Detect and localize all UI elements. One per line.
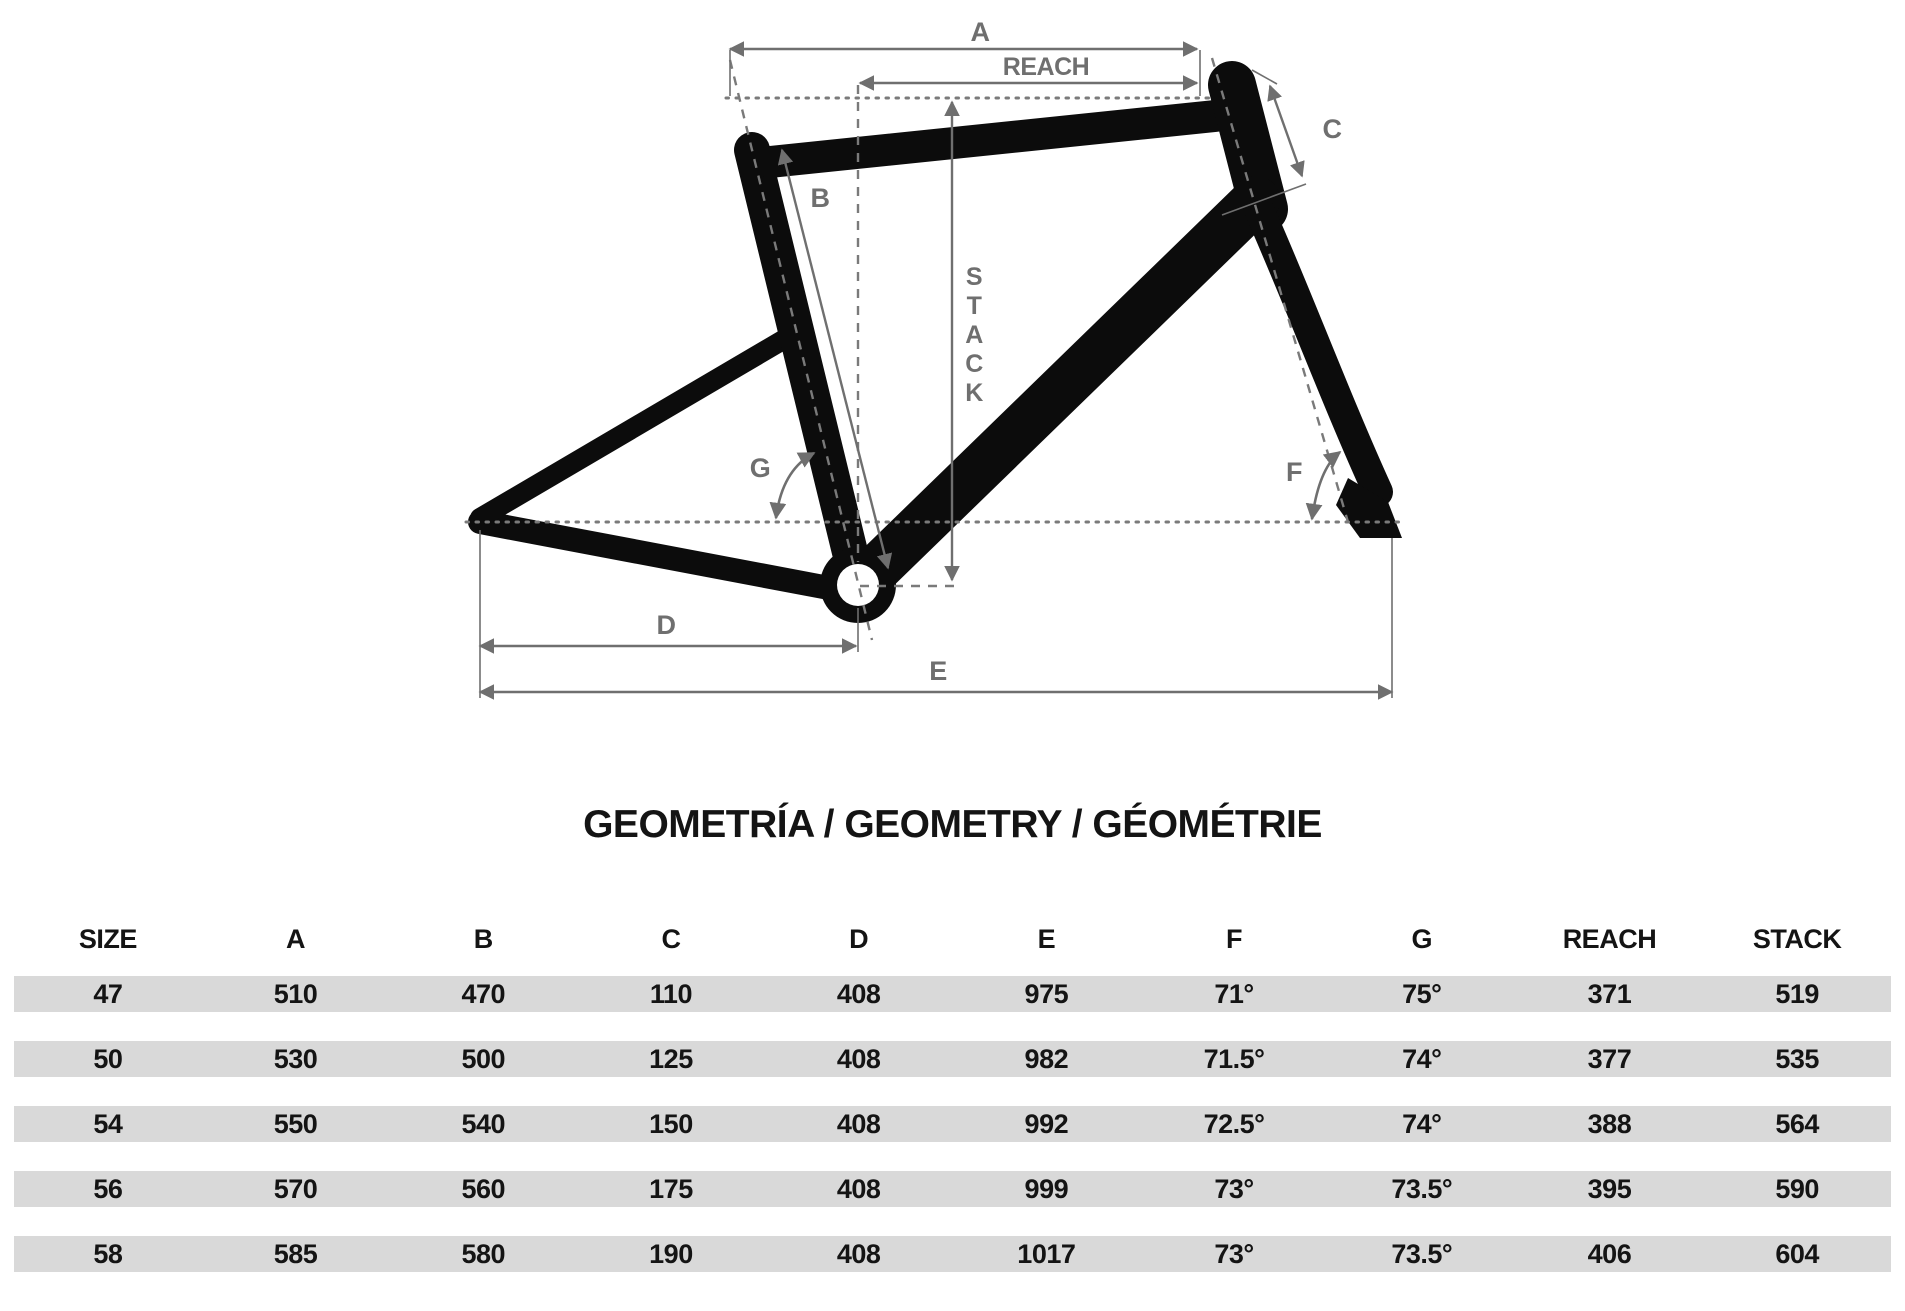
table-cell: 470 bbox=[461, 979, 506, 1009]
column-header: A bbox=[286, 924, 306, 954]
reach-label: REACH bbox=[1002, 53, 1090, 81]
table-cell: 540 bbox=[461, 1109, 506, 1139]
table-cell: 54 bbox=[93, 1109, 123, 1139]
table-cell: 530 bbox=[273, 1044, 318, 1074]
table-cell: 73.5° bbox=[1391, 1239, 1453, 1269]
table-cell: 377 bbox=[1587, 1044, 1632, 1074]
table-cell: 500 bbox=[461, 1044, 506, 1074]
table-cell: 72.5° bbox=[1203, 1109, 1265, 1139]
column-header: G bbox=[1411, 924, 1432, 954]
a-label: A bbox=[970, 17, 990, 47]
column-header: SIZE bbox=[78, 924, 137, 954]
d-label: D bbox=[656, 610, 676, 640]
table-row bbox=[14, 1106, 1891, 1142]
bottom-bracket-hole bbox=[837, 564, 879, 606]
f-label: F bbox=[1286, 457, 1302, 487]
table-cell: 408 bbox=[836, 1044, 881, 1074]
table-cell: 408 bbox=[836, 1239, 881, 1269]
table-cell: 585 bbox=[273, 1239, 318, 1269]
table-cell: 71.5° bbox=[1203, 1044, 1265, 1074]
frame-silhouette bbox=[480, 85, 1402, 623]
table-cell: 395 bbox=[1587, 1174, 1632, 1204]
chain-stay bbox=[480, 522, 850, 592]
column-header: STACK bbox=[1752, 924, 1842, 954]
g-label: G bbox=[749, 453, 771, 483]
table-cell: 190 bbox=[649, 1239, 693, 1269]
table-row bbox=[14, 1236, 1891, 1272]
table-cell: 999 bbox=[1024, 1174, 1069, 1204]
column-header: REACH bbox=[1562, 924, 1657, 954]
c-label: C bbox=[1322, 114, 1342, 144]
table-cell: 125 bbox=[649, 1044, 693, 1074]
table-cell: 408 bbox=[836, 1109, 881, 1139]
table-cell: 47 bbox=[93, 979, 123, 1009]
table-cell: 1017 bbox=[1017, 1239, 1076, 1269]
table-cell: 73.5° bbox=[1391, 1174, 1453, 1204]
angle-g bbox=[750, 453, 814, 518]
down-tube bbox=[860, 200, 1256, 585]
g-arc bbox=[776, 453, 814, 518]
table-cell: 71° bbox=[1214, 979, 1254, 1009]
table-row bbox=[14, 1171, 1891, 1207]
dimension-e bbox=[480, 538, 1392, 698]
table-cell: 110 bbox=[649, 979, 692, 1009]
table-cell: 510 bbox=[273, 979, 318, 1009]
table-cell: 58 bbox=[93, 1239, 123, 1269]
b-label: B bbox=[810, 183, 830, 213]
table-cell: 75° bbox=[1402, 979, 1442, 1009]
table-cell: 992 bbox=[1024, 1109, 1069, 1139]
table-cell: 388 bbox=[1587, 1109, 1632, 1139]
table-cell: 371 bbox=[1587, 979, 1632, 1009]
f-arc bbox=[1312, 452, 1340, 519]
stack-label: S T A C K bbox=[965, 263, 983, 407]
e-label: E bbox=[929, 656, 947, 686]
table-cell: 564 bbox=[1775, 1109, 1819, 1139]
table-cell: 56 bbox=[93, 1174, 123, 1204]
column-header: E bbox=[1037, 924, 1056, 954]
table-cell: 560 bbox=[461, 1174, 506, 1204]
table-cell: 975 bbox=[1024, 979, 1069, 1009]
column-header: F bbox=[1226, 924, 1243, 954]
table-cell: 580 bbox=[461, 1239, 506, 1269]
table-cell: 73° bbox=[1214, 1239, 1254, 1269]
page-title: GEOMETRÍA / GEOMETRY / GÉOMÉTRIE bbox=[583, 803, 1322, 846]
table-cell: 50 bbox=[93, 1044, 123, 1074]
table-cell: 590 bbox=[1775, 1174, 1819, 1204]
table-cell: 982 bbox=[1024, 1044, 1069, 1074]
table-cell: 73° bbox=[1214, 1174, 1254, 1204]
table-cell: 408 bbox=[836, 1174, 881, 1204]
angle-f bbox=[1286, 452, 1340, 519]
table-cell: 408 bbox=[836, 979, 881, 1009]
fork bbox=[1260, 212, 1378, 492]
geometry-table bbox=[14, 921, 1891, 1272]
table-cell: 519 bbox=[1775, 979, 1819, 1009]
table-row bbox=[14, 1041, 1891, 1077]
seat-stay bbox=[480, 330, 800, 518]
dimension-reach bbox=[860, 53, 1197, 83]
table-cell: 550 bbox=[273, 1109, 318, 1139]
table-cell: 406 bbox=[1587, 1239, 1632, 1269]
table-cell: 604 bbox=[1775, 1239, 1819, 1269]
table-body bbox=[14, 976, 1891, 1272]
table-cell: 535 bbox=[1775, 1044, 1819, 1074]
column-header: D bbox=[849, 924, 869, 954]
column-header: C bbox=[661, 924, 681, 954]
top-tube bbox=[770, 116, 1215, 162]
table-cell: 175 bbox=[649, 1174, 693, 1204]
table-cell: 570 bbox=[273, 1174, 318, 1204]
table-cell: 74° bbox=[1402, 1109, 1442, 1139]
table-row bbox=[14, 976, 1891, 1012]
table-header-row bbox=[14, 921, 1891, 953]
column-header: B bbox=[473, 924, 493, 954]
table-cell: 74° bbox=[1402, 1044, 1442, 1074]
table-cell: 150 bbox=[649, 1109, 693, 1139]
